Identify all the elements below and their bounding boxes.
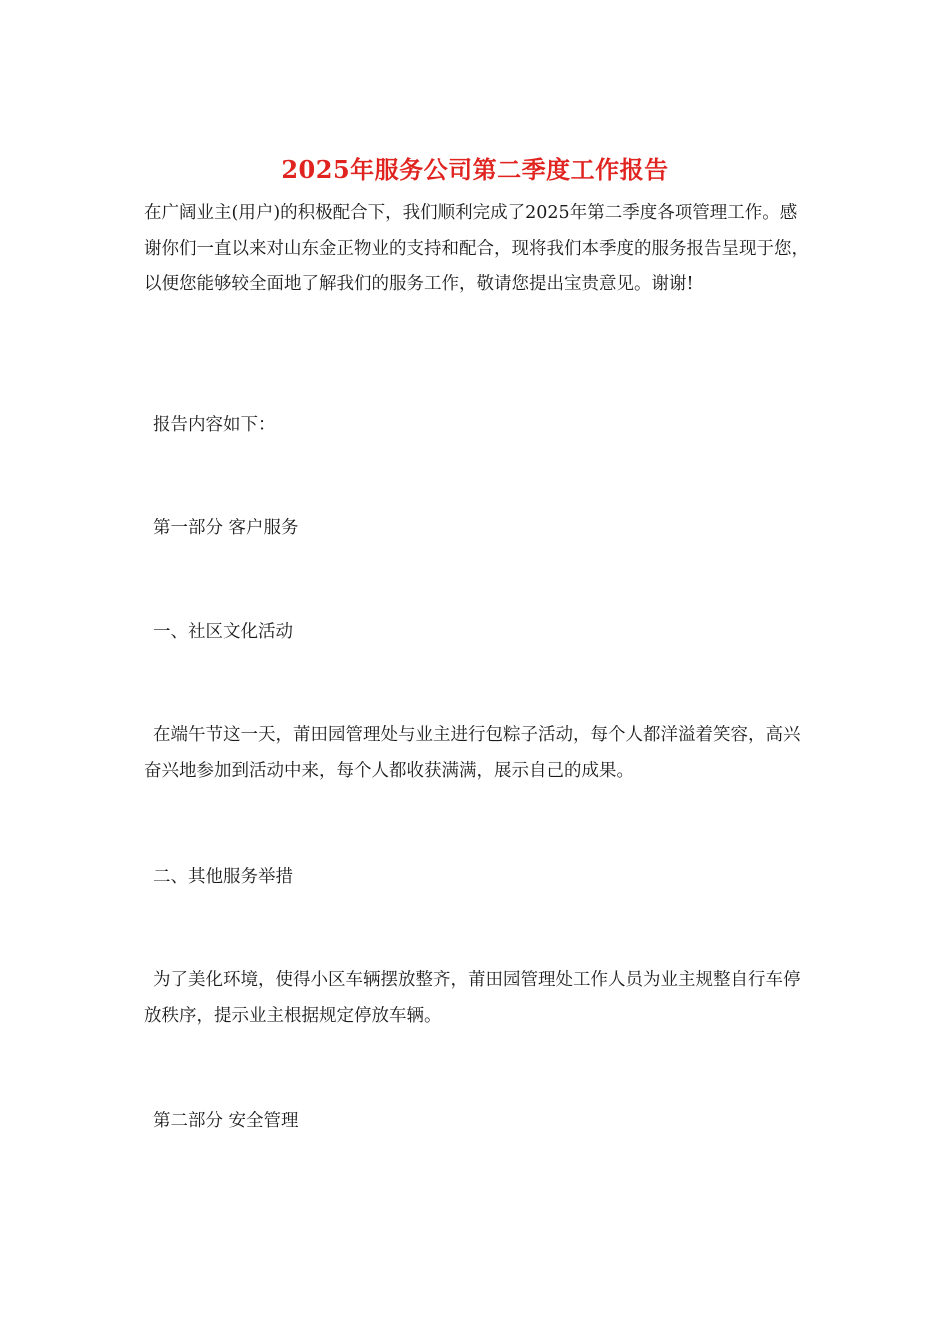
section2-body: 为了美化环境，使得小区车辆摆放整齐，莆田园管理处工作人员为业主规整自行车停放秩序，提示业主根据规定停放车辆。 [144,970,801,1026]
part2-heading: 第二部分 安全管理 [153,1111,299,1131]
intro-paragraph: 在广阔业主(用户)的积极配合下，我们顺利完成了2025年第二季度各项管理工作。感谢你们一直以来对山东金正物业的支持和配合，现将我们本季度的服务报告呈现于您，以便您能够较全面地了解我们的服务工作，敬请您提出宝贵意见。谢谢! [144,203,809,294]
document-title: 2025年服务公司第二季度工作报告 [281,155,669,184]
section1-body: 在端午节这一天，莆田园管理处与业主进行包粽子活动，每个人都洋溢着笑容，高兴奋兴地参加到活动中来，每个人都收获满满，展示自己的成果。 [144,725,801,781]
section2-heading: 二、其他服务举措 [153,867,293,887]
report-heading: 报告内容如下： [153,415,276,435]
part1-heading: 第一部分 客户服务 [153,518,299,538]
section1-heading: 一、社区文化活动 [153,622,293,642]
